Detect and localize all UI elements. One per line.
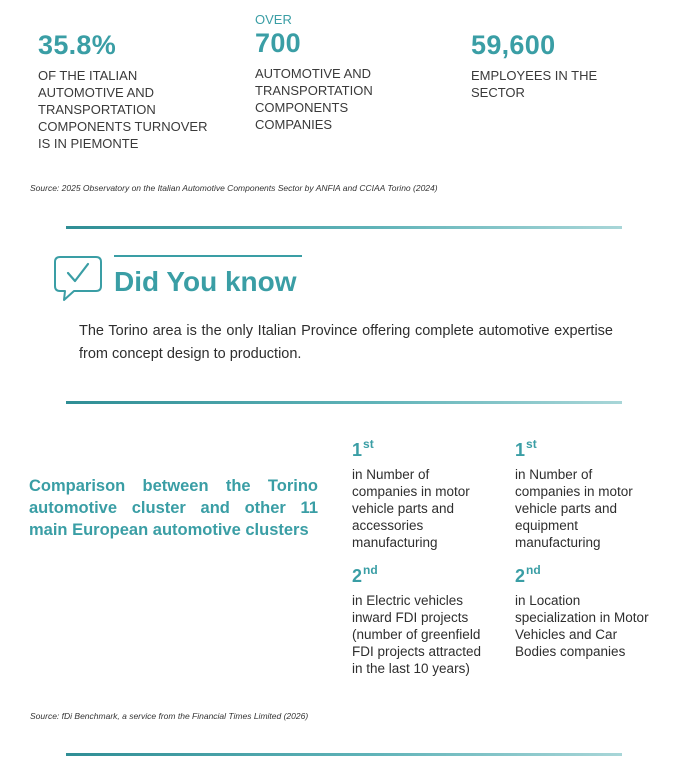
stats-source: Source: 2025 Observatory on the Italian Automotive Components Sector by ANFIA and CCIAA Torino (2024) [30,183,438,193]
stat-block-companies [255,12,415,133]
ranking-text: in Electric vehicles inward FDI projects (number of greenfield FDI projects attracted in the last 10 years) [352,593,482,676]
comparison-heading: Comparison between the Torino automotive cluster and other 11 main European automotive clusters [29,477,318,539]
did-you-know-accent-line [114,255,302,257]
stat-value: 700 [255,28,301,58]
ranking-item [352,563,492,677]
comparison-source: Source: fDi Benchmark, a service from the Financial Times Limited (2026) [30,711,309,721]
ranking-text: in Number of companies in motor vehicle parts and equipment manufacturing [515,467,633,550]
did-you-know-text: The Torino area is the only Italian Province offering complete automotive expertise from concept design to production. [79,323,613,362]
ranking-text: in Number of companies in motor vehicle parts and accessories manufacturing [352,467,470,550]
ranking-number: 1st [352,437,374,460]
stat-label: OF THE ITALIAN AUTOMOTIVE AND TRANSPORTATION COMPONENTS TURNOVER IS IN PIEMONTE [38,68,208,151]
ranking-number: 1st [515,437,537,460]
ranking-text: in Location specialization in Motor Vehicles and Car Bodies companies [515,593,649,659]
ranking-item [352,437,492,551]
stat-block-employees [471,30,641,101]
section-divider [66,753,622,756]
ranking-item [515,437,655,551]
stat-label: AUTOMOTIVE AND TRANSPORTATION COMPONENTS COMPANIES [255,66,373,132]
stat-label: EMPLOYEES IN THE SECTOR [471,68,598,100]
stat-value: 35.8% [38,30,117,60]
did-you-know-title: Did You know [114,266,297,297]
ranking-number: 2nd [352,563,378,586]
section-divider [66,401,622,404]
stat-value: 59,600 [471,30,556,60]
ranking-item [515,563,655,660]
stat-block-turnover [38,30,223,152]
ranking-number: 2nd [515,563,541,586]
section-divider [66,226,622,229]
speech-bubble-check-icon [52,254,104,304]
stat-prefix: OVER [255,12,292,27]
